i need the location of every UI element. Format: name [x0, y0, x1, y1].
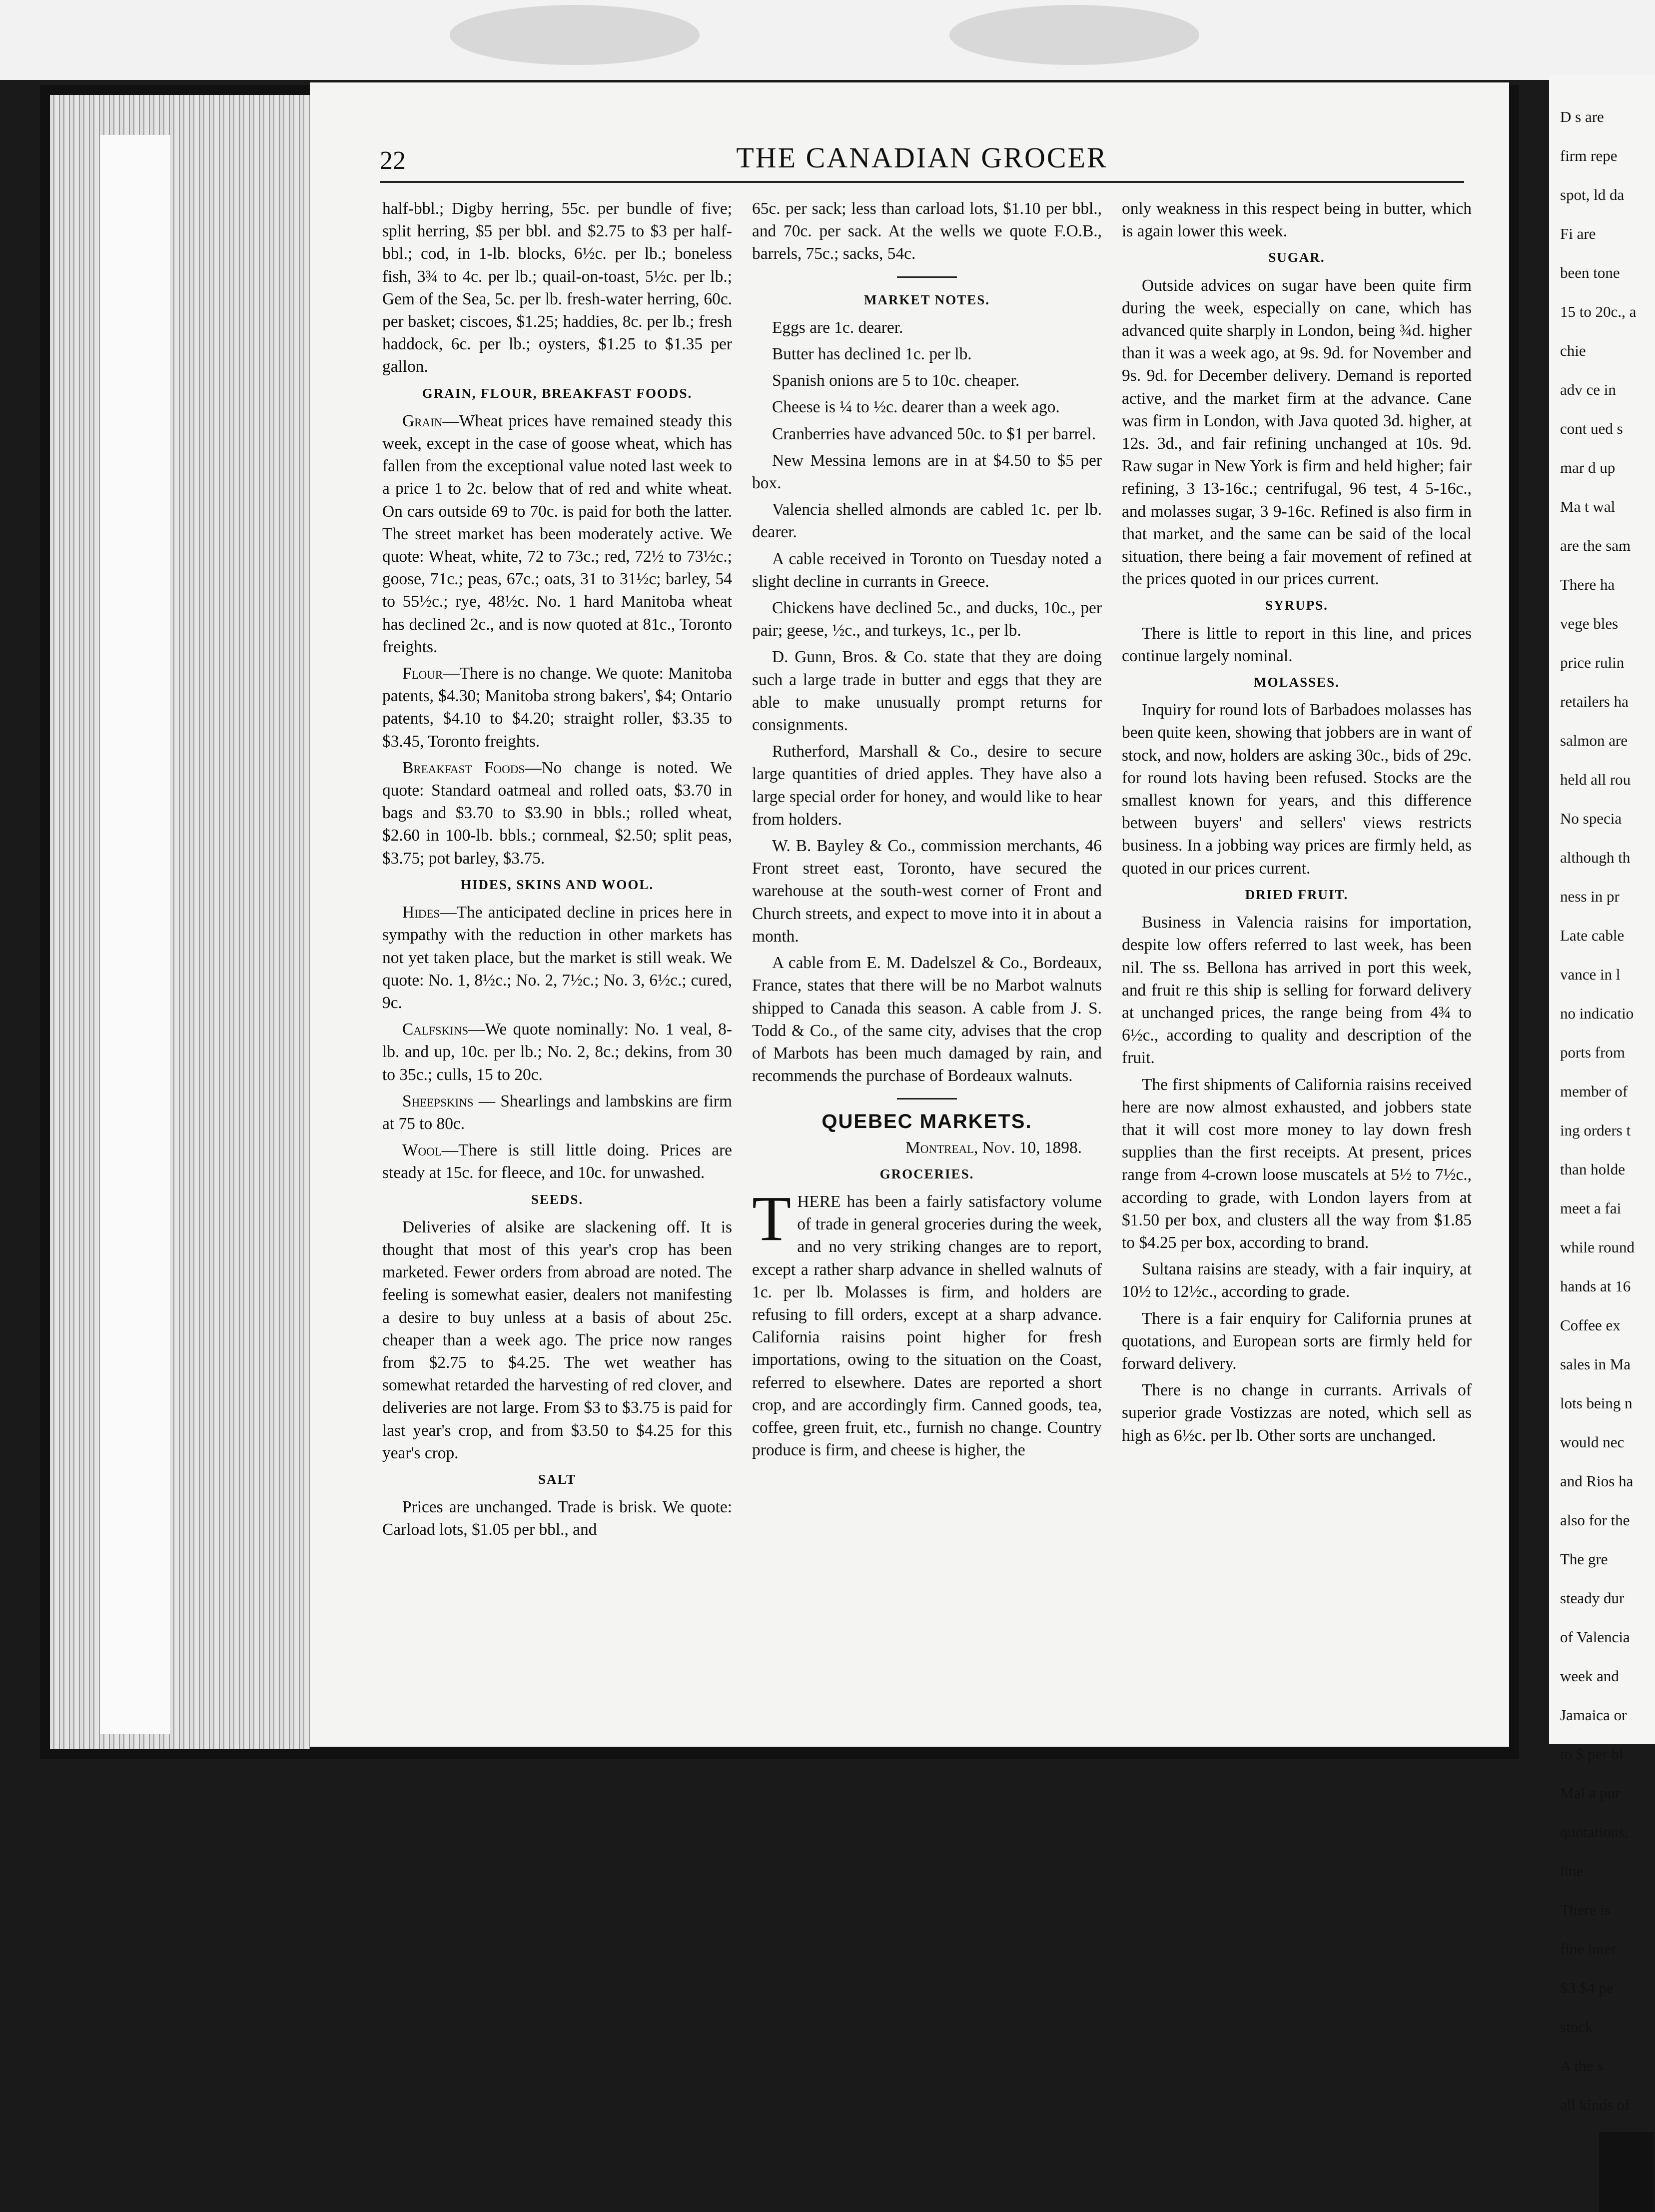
column-2: [752, 197, 1102, 1465]
lead-in: Grain: [402, 411, 443, 430]
facing-page-line: adv ce in: [1560, 381, 1616, 398]
paragraph: [382, 901, 732, 1014]
section-heading: SUGAR.: [1268, 250, 1325, 265]
facing-page-line: to $ per bl: [1560, 1745, 1624, 1763]
section-heading: GROCERIES.: [879, 1166, 974, 1181]
market-note: Rutherford, Marshall & Co., desire to secure large quantities of dried apples. They have also a large special order for honey, and would like to hear from holders.: [752, 742, 1102, 829]
market-note: Cheese is ¼ to ½c. dearer than a week ago.: [772, 398, 1060, 417]
facing-page-line: salmon are: [1560, 732, 1628, 749]
lead-in: Breakfast Foods: [402, 758, 525, 777]
facing-page-line: line: [1560, 1862, 1584, 1880]
facing-page-line: chie: [1560, 342, 1586, 359]
facing-page-line: There ha: [1560, 576, 1615, 593]
market-note: New Messina lemons are in at $4.50 to $5 per box.: [752, 451, 1102, 493]
section-heading: HIDES, SKINS AND WOOL.: [460, 877, 654, 892]
section-heading: MOLASSES.: [1254, 675, 1340, 690]
lead-in: Flour: [402, 664, 443, 683]
column-3: [1122, 197, 1472, 1451]
page-edges: [50, 95, 310, 1749]
facing-page-line: spot, ld da: [1560, 186, 1625, 203]
paragraph: [382, 1018, 732, 1086]
facing-page-line: $3 $4 pe: [1560, 1979, 1614, 1997]
paragraph-text: — Shearlings and lambskins are firm at 75 to 80c.: [382, 1092, 732, 1133]
lead-in: Hides: [402, 903, 440, 922]
facing-page-line: Late cable: [1560, 927, 1625, 944]
market-note: A cable from E. M. Dadelszel & Co., Bordeaux, France, states that there will be no Marbot walnuts shipped to Canada this season. A cable from J. S. Todd & Co., of the same city, advises that the crop of Marbots has been much damaged by rain, and recommends the purchase of Bordeaux walnuts.: [752, 954, 1102, 1086]
paragraph: [382, 662, 732, 753]
market-note: Cranberries have advanced 50c. to $1 per barrel.: [772, 424, 1096, 443]
facing-page-line: steady dur: [1560, 1589, 1625, 1607]
facing-page-line: vance in l: [1560, 966, 1621, 983]
paragraph: Sultana raisins are steady, with a fair inquiry, at 10½ to 12½c., according to grade.: [1122, 1260, 1472, 1301]
facing-page-line: stock: [1560, 2018, 1593, 2036]
section-heading: SEEDS.: [531, 1191, 584, 1207]
facing-page-line: Ma t wal: [1560, 498, 1616, 515]
section-rule: [897, 276, 957, 278]
facing-page-line: The gre: [1560, 1550, 1608, 1568]
facing-page-line: quotations,: [1560, 1823, 1629, 1841]
market-note: Valencia shelled almonds are cabled 1c. per lb. dearer.: [752, 500, 1102, 542]
dateline: Montreal, Nov. 10, 1898.: [905, 1138, 1082, 1157]
paragraph-text: —There is still little doing. Prices are steady at 15c. for fleece, and 10c. for unwashed.: [382, 1141, 732, 1182]
facing-page-line: retailers ha: [1560, 693, 1629, 710]
section-rule: [897, 1098, 957, 1100]
market-note: W. B. Bayley & Co., commission merchants, 46 Front street east, Toronto, have secured the warehouse at the south-west corner of Front and Church streets, and expect to move into it in about a month.: [752, 837, 1102, 946]
section-heading: SYRUPS.: [1265, 598, 1328, 613]
advertisement-block: [1599, 2132, 1654, 2212]
facing-page-line: week and: [1560, 1667, 1619, 1685]
page-number: 22: [380, 146, 406, 175]
section-heading: DRIED FRUIT.: [1245, 887, 1349, 902]
facing-page-line: ports from: [1560, 1044, 1626, 1061]
paragraph: Deliveries of alsike are slackening off. It is thought that most of this year's crop has been marketed. Fewer orders from abroad are noted. The feeling is somewhat easier, dealers not manifesting a desire to buy unless at a basis of about 25c. cheaper than a week ago. The price now ranges from $2.75 to $4.25. The wet weather has somewhat retarded the harvesting of red clover, and deliveries are not large. From $3 to $3.75 is paid for last year's crop, and from $3.50 to $4.25 for this year's crop.: [382, 1217, 732, 1462]
paragraph-text: —No change is noted. We quote: Standard oatmeal and rolled oats, $3.70 in bags and $3.70 to $3.90 in bbls.; rolled wheat, $2.60 in 100-lb. bbls.; cornmeal, $2.50; split peas, $3.75; pot barley, $3.75.: [382, 758, 732, 868]
facing-page-line: and Rios ha: [1560, 1472, 1634, 1490]
facing-page-line: A the s: [1560, 2057, 1604, 2075]
section-heading: MARKET NOTES.: [863, 292, 990, 307]
facing-page-line: mar d up: [1560, 459, 1616, 476]
lead-in: Sheepskins: [402, 1092, 474, 1110]
market-note: Chickens have declined 5c., and ducks, 10c., per pair; geese, ½c., and turkeys, 1c., per lb.: [752, 599, 1102, 640]
facing-page-line: price rulin: [1560, 654, 1625, 671]
facing-page-line: Mal a pur: [1560, 1784, 1621, 1802]
paragraph: [382, 757, 732, 870]
facing-page-line: Coffee ex: [1560, 1316, 1621, 1334]
facing-page-line: are the sam: [1560, 537, 1631, 554]
facing-page-line: Jamaica or: [1560, 1706, 1627, 1724]
paragraph: [382, 410, 732, 658]
scan-top-margin: [0, 0, 1655, 80]
page-edge-highlight: [100, 135, 170, 1734]
paragraph: The first shipments of California raisins received here are now almost exhausted, and jobbers state that it will cost more money to lay down fresh supplies than the first receipts. At present, prices range from 4-crown loose muscatels at 5½ to 7½c., according to grade, with London layers from at $1.50 per box, and clusters all the way from $1.85 to $4.25 per box, according to brand.: [1122, 1075, 1472, 1252]
facing-page-line: would nec: [1560, 1433, 1625, 1451]
facing-page-line: although th: [1560, 849, 1631, 866]
facing-page-line: vege bles: [1560, 615, 1619, 632]
section-heading: SALT: [538, 1471, 577, 1487]
paragraph: [382, 1139, 732, 1184]
lead-in: Calfskins: [402, 1020, 469, 1039]
facing-page-fragment: [1549, 75, 1655, 2114]
paragraph-text: —We quote nominally: No. 1 veal, 8-lb. and up, 10c. per lb.; No. 2, 8c.; dekins, from 30 to 35c.; culls, 15 to 20c.: [382, 1020, 732, 1084]
facing-page-line: firm repe: [1560, 147, 1618, 164]
facing-page-line: all kinds of: [1560, 2096, 1630, 2114]
lead-in: Wool: [402, 1141, 442, 1160]
market-note: Butter has declined 1c. per lb.: [772, 345, 972, 364]
paragraph-text: —The anticipated decline in prices here in sympathy with the reduction in other markets has not yet taken place, but the market is still weak. We quote: No. 1, 8½c.; No. 2, 7½c.; No. 3, 6½c.; cured, 9c.: [382, 903, 732, 1012]
facing-page-line: member of: [1560, 1083, 1628, 1100]
paragraph: There is a fair enquiry for California prunes at quotations, and European sorts are firmly held for forward delivery.: [1122, 1309, 1472, 1373]
facing-page-line: lots being n: [1560, 1394, 1633, 1412]
paragraph-text: —There is no change. We quote: Manitoba patents, $4.30; Manitoba strong bakers', $4; Ontario patents, $4.10 to $4.20; straight roller, $3.35 to $3.45, Toronto freights.: [382, 664, 732, 751]
page-header: [380, 141, 1464, 183]
facing-page-line: cont ued s: [1560, 420, 1623, 437]
column-1: [382, 197, 732, 1545]
market-note: Eggs are 1c. dearer.: [772, 318, 903, 337]
facing-page-line: no indicatio: [1560, 1005, 1634, 1022]
facing-page-line: sales in Ma: [1560, 1355, 1631, 1373]
market-note: A cable received in Toronto on Tuesday noted a slight decline in currants in Greece.: [752, 549, 1102, 591]
facing-page-line: Fi are: [1560, 225, 1596, 242]
facing-page-line: while round: [1560, 1238, 1635, 1256]
paragraph: only weakness in this respect being in butter, which is again lower this week.: [1122, 199, 1472, 241]
paragraph: half-bbl.; Digby herring, 55c. per bundle of five; split herring, $5 per bbl. and $2.75 to $3 per half-bbl.; cod, in 1-lb. blocks, 6½c. per lb.; boneless fish, 3¾ to 4c. per lb.; quail-on-toast, 5½c. per lb.; Gem of the Sea, 5c. per lb. fresh-water herring, 60c. per basket; ciscoes, $1.25; haddies, 8c. per lb.; fresh haddock, 6c. per lb.; oysters, $1.25 to $1.35 per gallon.: [382, 199, 732, 376]
facing-page-line: also for the: [1560, 1511, 1630, 1529]
paragraph: Prices are unchanged. Trade is brisk. We quote: Carload lots, $1.05 per bbl., and: [382, 1498, 732, 1539]
running-title: THE CANADIAN GROCER: [736, 141, 1108, 174]
section-heading: GRAIN, FLOUR, BREAKFAST FOODS.: [422, 385, 693, 401]
paragraph: [752, 1182, 1102, 1461]
facing-page-line: meet a fai: [1560, 1199, 1622, 1217]
facing-page-line: No specia: [1560, 810, 1622, 827]
paragraph: [382, 1090, 732, 1135]
facing-page-line: ness in pr: [1560, 888, 1620, 905]
drop-cap: T: [752, 1182, 792, 1254]
facing-page-line: been tone: [1560, 264, 1620, 281]
facing-page-line: than holde: [1560, 1160, 1625, 1178]
paragraph: Inquiry for round lots of Barbadoes molasses has been quite keen, showing that jobbers are in want of stock, and now, holders are asking 30c., bids of 29c. for round lots having been refused. Stocks are the smallest known for years, and this difference between buyers' and sellers' views restricts business. In a jobbing way prices are firmly held, as quoted in our prices current.: [1122, 701, 1472, 878]
market-note: D. Gunn, Bros. & Co. state that they are doing such a large trade in butter and eggs that they are able to make unusually prompt returns for consignments.: [752, 648, 1102, 735]
facing-page-line: ing orders t: [1560, 1121, 1631, 1139]
facing-page-line: D s are: [1560, 108, 1604, 125]
paragraph: There is little to report in this line, and prices continue largely nominal.: [1122, 624, 1472, 665]
paragraph: 65c. per sack; less than carload lots, $1.10 per bbl., and 70c. per sack. At the wells we quote F.O.B., barrels, 75c.; sacks, 54c.: [752, 199, 1102, 263]
paragraph: Outside advices on sugar have been quite firm during the week, especially on cane, which has advanced quite sharply in London, being ¾d. higher than it was a week ago, at 9s. 9d. for November and 9s. 9d. for December delivery. Demand is reported active, and the market firm at the advance. Cane was firm in London, with Java quoted 3d. higher, at 12s. 3d., and fair refining unchanged at 10s. 9d. Raw sugar in New York is firm and held higher; fair refining, 3 13-16c.; centrifugal, 96 test, 4 5-16c., and molasses sugar, 3 9-16c. Refined is also firm in that market, and the same can be said of the local situation, there being a fair movement of refined at the prices quoted in our prices current.: [1122, 276, 1472, 589]
facing-page-line: held all rou: [1560, 771, 1631, 788]
facing-page-line: of Valencia: [1560, 1628, 1630, 1646]
market-note: Spanish onions are 5 to 10c. cheaper.: [772, 371, 1020, 390]
paragraph-text: —Wheat prices have remained steady this week, except in the case of goose wheat, which has fallen from the exceptional value noted last week to a price 1 to 2c. below that of red and white wheat. On cars outside 69 to 70c. is paid for both the latter. The street market has been moderately active. We quote: Wheat, white, 72 to 73c.; red, 72½ to 73½c.; goose, 71c.; peas, 67c.; oats, 31 to 31½c; barley, 54 to 55½c.; rye, 48½c. No. 1 hard Manitoba wheat has declined 2c., and is now quoted at 81c., Toronto freights.: [382, 411, 732, 656]
scan-smudge: [450, 5, 700, 65]
quebec-markets-heading: QUEBEC MARKETS.: [822, 1110, 1032, 1133]
facing-page-line: There is: [1560, 1901, 1611, 1919]
facing-page-line: fine inter: [1560, 1940, 1617, 1958]
paragraph: Business in Valencia raisins for importation, despite low offers referred to last week, has been nil. The ss. Bellona has arrived in port this week, and fruit re this ship is selling for forward delivery at unchanged prices, the range being from 4¾ to 6½c., according to quality and description of the fruit.: [1122, 913, 1472, 1068]
paragraph-text: HERE has been a fairly satisfactory volume of trade in general groceries during the week, and no very striking changes are to report, except a rather sharp advance in shelled walnuts of 1c. per lb. Molasses is firm, and holders are refusing to fill orders, except at a sharp advance. California raisins point higher for fresh importations, owing to the situation on the Coast, referred to elsewhere. Dates are reported a short crop, and are accordingly firm. Canned goods, tea, coffee, green fruit, etc., furnish no change. Country produce is firm, and cheese is higher, the: [752, 1192, 1102, 1460]
paragraph: There is no change in currants. Arrivals of superior grade Vostizzas are noted, which sell as high as 6½c. per lb. Other sorts are unchanged.: [1122, 1381, 1472, 1445]
facing-page-line: hands at 16: [1560, 1277, 1631, 1295]
scan-smudge: [949, 5, 1199, 65]
facing-page-line: 15 to 20c., a: [1560, 303, 1637, 320]
